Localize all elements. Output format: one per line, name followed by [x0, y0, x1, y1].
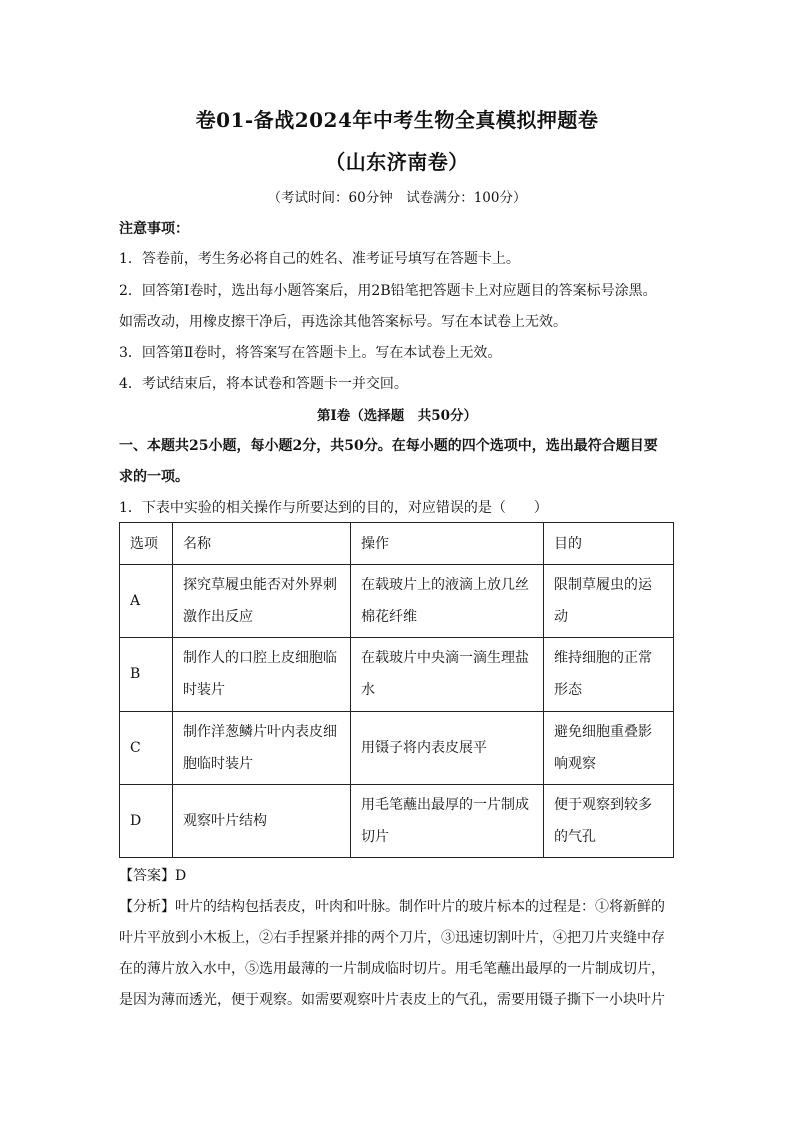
- row-purpose: [544, 784, 674, 857]
- row-purpose-line: 便于观察到较多: [554, 796, 652, 813]
- row-operation-line: 在载玻片上的液滴上放几丝: [361, 577, 529, 594]
- row-operation-line: 在载玻片中央滴一滴生理盐: [361, 650, 529, 667]
- question-1-answer: 【答案】D: [119, 868, 187, 884]
- row-operation-line: 用镊子将内表皮展平: [361, 739, 487, 756]
- row-option: C: [120, 711, 173, 784]
- row-option: D: [120, 784, 173, 857]
- row-purpose-line: 的气孔: [554, 828, 596, 845]
- row-option: A: [120, 565, 173, 638]
- analysis-line-4: 是因为薄而透光，便于观察。如需要观察叶片表皮上的气孔，需要用镊子撕下一小块叶片: [119, 992, 665, 1008]
- row-purpose: [544, 565, 674, 638]
- question-1-stem: 1．下表中实验的相关操作与所要达到的目的，对应错误的是（ ）: [119, 500, 548, 516]
- row-name: [173, 638, 351, 711]
- row-name-line: 制作洋葱鳞片叶内表皮细: [183, 723, 337, 740]
- header-option: 选项: [120, 523, 173, 565]
- row-operation: [351, 711, 544, 784]
- analysis-line-3: 在的薄片放入水中，⑤选用最薄的一片制成临时切片。用毛笔蘸出最厚的一片制成切片，: [119, 961, 665, 977]
- header-name: 名称: [173, 523, 351, 565]
- table-header-row: [120, 523, 674, 565]
- notice-item-1: 1．答卷前，考生务必将自己的姓名、准考证号填写在答题卡上。: [119, 251, 520, 267]
- table-row: [120, 711, 674, 784]
- notice-item-3: 3．回答第Ⅱ卷时，将答案写在答题卡上。写在本试卷上无效。: [119, 345, 502, 361]
- row-operation-line: 用毛笔蘸出最厚的一片制成: [361, 796, 529, 813]
- row-name-line: 观察叶片结构: [183, 812, 267, 829]
- row-name-line: 时装片: [183, 682, 225, 699]
- exam-subtitle: （山东济南卷）: [325, 150, 469, 174]
- row-purpose-line: 避免细胞重叠影: [554, 723, 652, 740]
- table-row: [120, 565, 674, 638]
- analysis-line-1: 【分析】叶片的结构包括表皮，叶肉和叶脉。制作叶片的玻片标本的过程是：①将新鲜的: [119, 899, 665, 915]
- row-operation: [351, 638, 544, 711]
- row-operation-line: 棉花纤维: [361, 609, 417, 626]
- row-name: [173, 784, 351, 857]
- row-operation-line: 水: [361, 682, 375, 699]
- header-operation: 操作: [351, 523, 544, 565]
- notice-item-4: 4．考试结束后，将本试卷和答题卡一并交回。: [119, 376, 408, 392]
- row-option: B: [120, 638, 173, 711]
- analysis-line-2: 叶片平放到小木板上，②右手捏紧并排的两个刀片，③迅速切割叶片，④把刀片夹缝中存: [119, 930, 665, 946]
- section-title: 第Ⅰ卷（选择题 共50分）: [316, 408, 478, 424]
- row-name-line: 激作出反应: [183, 609, 253, 626]
- row-name-line: 探究草履虫能否对外界刺: [183, 577, 337, 594]
- header-purpose: 目的: [544, 523, 674, 565]
- notice-item-2-continued: 如需改动，用橡皮擦干净后，再选涂其他答案标号。写在本试卷上无效。: [119, 314, 567, 330]
- row-purpose-line: 维持细胞的正常: [554, 650, 652, 667]
- exam-title: 卷01-备战2024年中考生物全真模拟押题卷: [195, 108, 599, 132]
- row-operation: [351, 565, 544, 638]
- notice-heading: 注意事项：: [119, 221, 189, 237]
- table-row: [120, 638, 674, 711]
- notice-item-2: 2．回答第Ⅰ卷时，选出每小题答案后，用2B铅笔把答题卡上对应题目的答案标号涂黑。: [119, 283, 657, 299]
- row-purpose-line: 形态: [554, 682, 582, 699]
- row-name-line: 胞临时装片: [183, 755, 253, 772]
- row-purpose: [544, 638, 674, 711]
- row-operation: [351, 784, 544, 857]
- row-purpose-line: 动: [554, 609, 568, 626]
- row-name: [173, 711, 351, 784]
- section-instruction-line2: 求的一项。: [119, 469, 189, 485]
- exam-time-score: （考试时间：60分钟 试卷满分：100分）: [267, 190, 527, 206]
- row-operation-line: 切片: [361, 828, 389, 845]
- table-row: [120, 784, 674, 857]
- row-purpose-line: 响观察: [554, 755, 596, 772]
- question-1-table: [119, 522, 674, 858]
- section-instruction-line1: 一、本题共25小题，每小题2分，共50分。在每小题的四个选项中，选出最符合题目要: [119, 438, 658, 454]
- row-name-line: 制作人的口腔上皮细胞临: [183, 650, 337, 667]
- row-purpose: [544, 711, 674, 784]
- row-purpose-line: 限制草履虫的运: [554, 577, 652, 594]
- row-name: [173, 565, 351, 638]
